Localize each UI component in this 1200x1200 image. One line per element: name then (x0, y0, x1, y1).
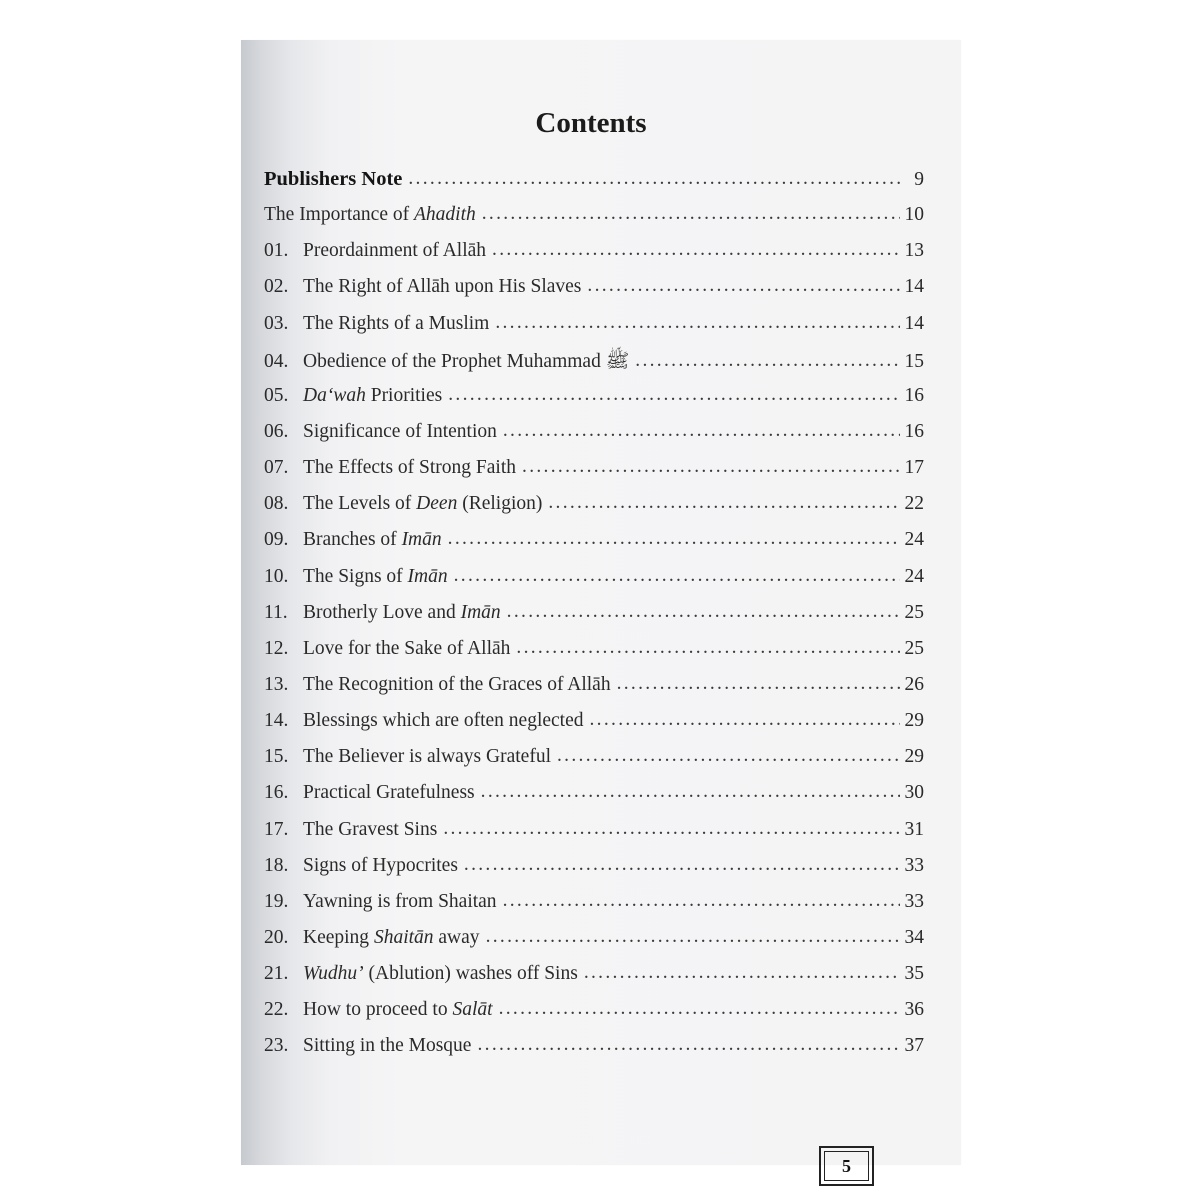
toc-entry-number: 05. (264, 384, 289, 406)
toc-entry-page: 31 (904, 818, 924, 840)
toc-entry-page: 35 (904, 963, 924, 985)
toc-entry-title: Publishers Note (264, 168, 403, 190)
toc-entry-title (303, 385, 442, 407)
dot-leader (482, 203, 900, 225)
toc-entry-page: 13 (904, 240, 924, 262)
toc-entry-page: 16 (904, 420, 924, 442)
dot-leader (464, 854, 900, 876)
toc-entry-title (303, 999, 493, 1021)
toc-entry-number: 17. (264, 818, 289, 840)
toc-entry-title (303, 602, 501, 624)
dot-leader (481, 781, 900, 803)
dot-leader (408, 168, 900, 190)
toc-entry-title-text: (Ablution) washes off Sins (363, 963, 578, 985)
toc-entry (264, 566, 924, 602)
toc-entry (264, 385, 924, 421)
toc-entry (264, 674, 924, 710)
toc-entry-page: 26 (904, 673, 924, 695)
toc-entry-title-text: The Levels of (303, 493, 417, 515)
toc-entry-title-italic: Imān (401, 529, 442, 551)
toc-entry-title-text: The Importance of (264, 204, 414, 226)
toc-entry (264, 457, 924, 493)
dot-leader (477, 1034, 900, 1056)
dot-leader (443, 818, 900, 840)
toc-entry-title: Preordainment of Allāh (303, 240, 487, 262)
toc-entry-page: 33 (904, 854, 924, 876)
toc-entry-title-text: Brotherly Love and (303, 601, 461, 623)
dot-leader (503, 890, 900, 912)
dot-leader (584, 962, 900, 984)
toc-entry-title (303, 493, 542, 515)
toc-entry-page: 37 (904, 1035, 924, 1057)
toc-entry-page: 15 (904, 350, 924, 372)
toc-entry (264, 891, 924, 927)
toc-entry-title-italic: Imān (460, 601, 501, 623)
toc-entry (264, 493, 924, 529)
dot-leader (448, 528, 900, 550)
toc-entry-number: 21. (264, 963, 289, 985)
dot-leader (503, 420, 900, 442)
dot-leader (635, 350, 900, 372)
toc-entry-page: 10 (904, 204, 924, 226)
toc-entry-page: 14 (904, 276, 924, 298)
dot-leader (548, 492, 900, 514)
toc-entry-number: 23. (264, 1035, 289, 1057)
toc-entry (264, 204, 924, 240)
toc-entry (264, 602, 924, 638)
dot-leader (590, 709, 901, 731)
toc-entry-title-italic: Da‘wah (303, 384, 366, 406)
dot-leader (499, 998, 900, 1020)
toc-entry-number: 07. (264, 457, 289, 479)
toc-entry-title (303, 529, 442, 551)
table-of-contents (264, 168, 924, 1072)
toc-entry (264, 638, 924, 674)
page-number-box (819, 1146, 874, 1186)
toc-entry-number: 08. (264, 493, 289, 515)
toc-entry (264, 819, 924, 855)
toc-entry-title: Love for the Sake of Allāh (303, 637, 511, 659)
dot-leader (486, 926, 900, 948)
toc-entry-title: The Believer is always Grateful (303, 746, 551, 768)
toc-entry-number: 16. (264, 782, 289, 804)
toc-entry-number: 18. (264, 854, 289, 876)
toc-entry (264, 855, 924, 891)
toc-entry-page: 14 (904, 312, 924, 334)
toc-entry-title: The Right of Allāh upon His Slaves (303, 276, 582, 298)
toc-entry-title-italic: Salāt (452, 999, 493, 1021)
toc-entry (264, 963, 924, 999)
toc-entry (264, 240, 924, 276)
toc-entry-title: The Gravest Sins (303, 818, 438, 840)
toc-entry-page: 33 (904, 890, 924, 912)
toc-entry-title-italic: Deen (416, 493, 458, 515)
dot-leader (516, 637, 900, 659)
toc-entry-title-text: The Signs of (303, 565, 408, 587)
dot-leader (617, 673, 900, 695)
toc-entry-title: Blessings which are often neglected (303, 710, 584, 732)
toc-entry-title-text: How to proceed to (303, 999, 453, 1021)
toc-entry-title-text: away (433, 926, 480, 948)
toc-entry (264, 168, 924, 204)
toc-entry (264, 1035, 924, 1071)
dot-leader (492, 239, 900, 261)
dot-leader (454, 565, 900, 587)
toc-entry-page: 24 (904, 529, 924, 551)
toc-entry (264, 313, 924, 349)
toc-entry-number: 12. (264, 637, 289, 659)
toc-entry-title (303, 927, 480, 949)
toc-entry-number: 02. (264, 276, 289, 298)
toc-entry-number: 14. (264, 710, 289, 732)
toc-entry-number: 03. (264, 312, 289, 334)
dot-leader (507, 601, 900, 623)
toc-entry-page: 16 (904, 384, 924, 406)
toc-entry-title-italic: Imān (407, 565, 448, 587)
toc-entry-page: 36 (904, 999, 924, 1021)
toc-entry (264, 421, 924, 457)
dot-leader (448, 384, 900, 406)
toc-entry-number: 06. (264, 420, 289, 442)
toc-entry (264, 782, 924, 818)
dot-leader (522, 456, 900, 478)
toc-entry-title-text: (Religion) (457, 493, 543, 515)
toc-entry-title: The Rights of a Muslim (303, 312, 490, 334)
toc-entry-title: Significance of Intention (303, 420, 497, 442)
toc-entry-number: 04. (264, 350, 289, 372)
toc-entry-page: 25 (904, 637, 924, 659)
toc-entry-title (303, 963, 578, 985)
toc-entry-title: Yawning is from Shaitan (303, 890, 497, 912)
toc-entry (264, 746, 924, 782)
toc-entry-title: The Recognition of the Graces of Allāh (303, 673, 611, 695)
toc-entry-page: 30 (904, 782, 924, 804)
toc-entry-page: 25 (904, 601, 924, 623)
page-title: Contents (535, 107, 647, 139)
toc-entry (264, 999, 924, 1035)
dot-leader (557, 745, 900, 767)
toc-entry-title: Sitting in the Mosque (303, 1035, 472, 1057)
toc-entry-number: 09. (264, 529, 289, 551)
toc-entry-number: 10. (264, 565, 289, 587)
toc-entry (264, 349, 924, 385)
toc-entry-title-text: Branches of (303, 529, 402, 551)
toc-entry-page: 24 (904, 565, 924, 587)
toc-entry-page: 29 (904, 746, 924, 768)
toc-entry-title: Signs of Hypocrites (303, 854, 458, 876)
toc-entry-page: 29 (904, 710, 924, 732)
toc-entry-number: 01. (264, 240, 289, 262)
toc-entry-number: 22. (264, 999, 289, 1021)
toc-entry-number: 11. (264, 601, 288, 623)
toc-entry-title-italic: Shaitān (373, 926, 434, 948)
toc-entry-number: 13. (264, 673, 289, 695)
dot-leader (587, 275, 900, 297)
toc-entry (264, 927, 924, 963)
toc-entry-number: 15. (264, 746, 289, 768)
toc-entry-title-italic: Ahadith (413, 204, 476, 226)
toc-entry-number: 19. (264, 890, 289, 912)
toc-entry-title-italic: Wudhu’ (303, 963, 364, 985)
toc-entry-page: 22 (904, 493, 924, 515)
toc-entry (264, 529, 924, 565)
toc-entry-title (264, 204, 476, 226)
toc-entry-number: 20. (264, 926, 289, 948)
toc-entry-page: 9 (914, 169, 924, 190)
toc-entry-page: 17 (904, 457, 924, 479)
page-number: 5 (824, 1151, 869, 1181)
toc-entry-page: 34 (904, 926, 924, 948)
dot-leader (495, 312, 900, 334)
toc-entry-title: Practical Gratefulness (303, 782, 475, 804)
toc-entry (264, 276, 924, 312)
toc-entry-title-text: Priorities (365, 384, 443, 406)
toc-entry-title (303, 566, 448, 588)
toc-entry (264, 710, 924, 746)
toc-entry-title-text: Keeping (303, 926, 374, 948)
toc-entry-title: Obedience of the Prophet Muhammad ﷺ (303, 350, 630, 372)
toc-entry-title: The Effects of Strong Faith (303, 457, 517, 479)
